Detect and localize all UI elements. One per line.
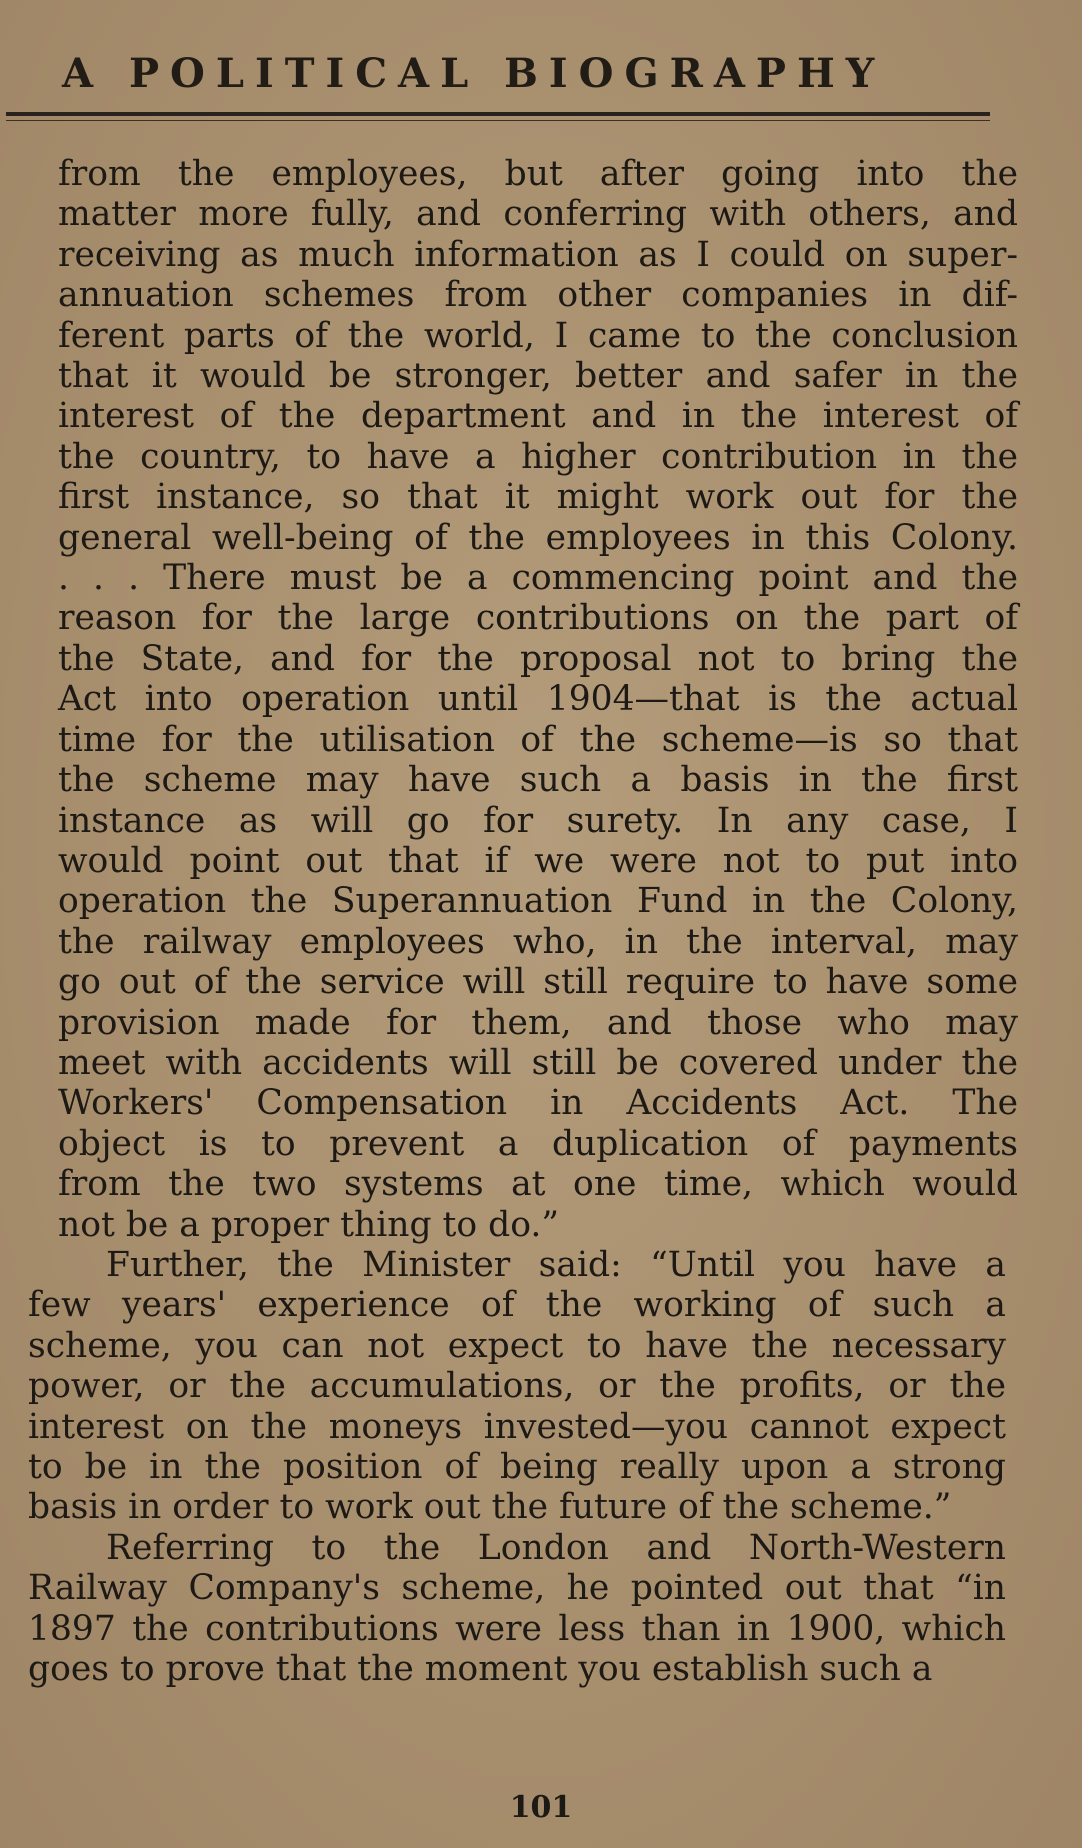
running-head: A POLITICAL BIOGRAPHY	[62, 50, 886, 97]
text-line: would point out that if we were not to put into	[58, 840, 1018, 881]
text-line: . . . There must be a commencing point and the	[58, 558, 1018, 599]
text-line: object is to prevent a duplication of payments	[58, 1123, 1018, 1164]
header-rule	[6, 112, 990, 116]
text-line: Further, the Minister said: “Until you have a	[106, 1244, 1006, 1285]
page-number: 101	[509, 1790, 573, 1825]
text-line: first instance, so that it might work out for the	[58, 477, 1018, 518]
text-line: receiving as much information as I could on super-	[58, 234, 1018, 275]
text-line: general well-being of the employees in this Colony.	[58, 517, 1018, 558]
text-line: power, or the accumulations, or the profits, or the	[28, 1366, 1006, 1407]
text-line: time for the utilisation of the scheme—is so that	[58, 719, 1018, 760]
text-line: Referring to the London and North-Western	[106, 1527, 1006, 1568]
text-line: to be in the position of being really upon a strong	[28, 1447, 1006, 1487]
text-line: the railway employees who, in the interval, may	[58, 921, 1018, 962]
text-line: Workers' Compensation in Accidents Act. The	[58, 1083, 1018, 1124]
text-line: ferent parts of the world, I came to the conclusion	[58, 315, 1018, 356]
text-line: Railway Company's scheme, he pointed out that “in	[28, 1568, 1006, 1609]
text-line: from the two systems at one time, which would	[58, 1164, 1018, 1205]
text-line: interest of the department and in the interest of	[58, 396, 1018, 437]
text-line: meet with accidents will still be covered under the	[58, 1042, 1018, 1083]
text-line: goes to prove that the moment you establish such a	[28, 1649, 933, 1690]
header-rule-thin	[6, 120, 990, 121]
text-line: annuation schemes from other companies in dif-	[58, 275, 1018, 316]
text-line: the State, and for the proposal not to bring the	[58, 638, 1018, 679]
text-line: 1897 the contributions were less than in 1900, which	[28, 1608, 1006, 1649]
text-line: operation the Superannuation Fund in the Colony,	[58, 881, 1018, 922]
text-line: few years' experience of the working of such a	[28, 1285, 1006, 1326]
quoted-paragraph	[28, 154, 1018, 1245]
text-line: instance as will go for surety. In any case, I	[58, 800, 1018, 841]
text-line: matter more fully, and conferring with others, and	[58, 194, 1018, 235]
text-line: scheme, you can not expect to have the necessary	[28, 1325, 1006, 1366]
text-line: the scheme may have such a basis in the first	[58, 760, 1018, 801]
text-line: interest on the moneys invested—you cannot expect	[28, 1406, 1006, 1447]
text-line: provision made for them, and those who may	[58, 1002, 1018, 1043]
text-line: Act into operation until 1904—that is the actual	[58, 679, 1018, 720]
text-line: not be a proper thing to do.”	[58, 1204, 559, 1245]
text-line: go out of the service will still require to have some	[58, 962, 1018, 1003]
paragraph-minister-said	[28, 1245, 1006, 1528]
text-line: reason for the large contributions on the part of	[58, 598, 1018, 639]
text-line: basis in order to work out the future of the scheme.”	[28, 1487, 952, 1528]
body-text	[28, 154, 1018, 1690]
text-line: that it would be stronger, better and safer in the	[58, 356, 1018, 397]
text-line: the country, to have a higher contribution in the	[58, 436, 1018, 477]
paragraph-london-north-western	[28, 1528, 1006, 1690]
text-line: from the employees, but after going into the	[58, 154, 1018, 194]
